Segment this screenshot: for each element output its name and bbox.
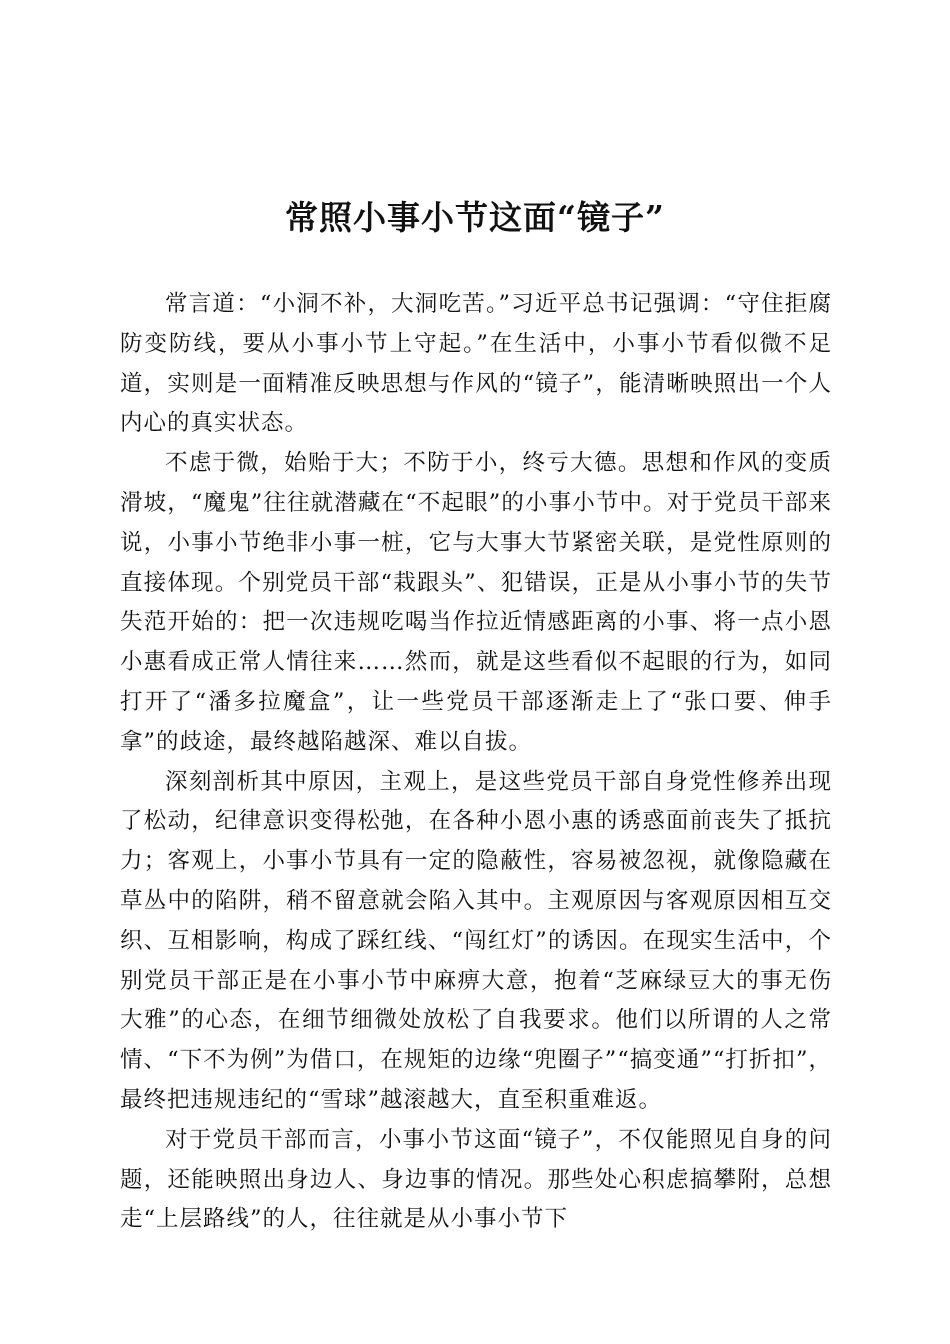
paragraph-2: 不虑于微，始贻于大；不防于小，终亏大德。思想和作风的变质滑坡，“魔鬼”往往就潜藏在“不起眼”的小事小节中。对于党员干部来说，小事小节绝非小事一桩，它与大事大节紧密关联，是党性原则的直接体现。个别党员干部“栽跟头”、犯错误，正是从小事小节的失节失范开始的：把一次违规吃喝当作拉近情感距离的小事、将一点小恩小惠看成正常人情往来……然而，就是这些看似不起眼的行为，如同打开了“潘多拉魔盒”，让一些党员干部逐渐走上了“张口要、伸手拿”的歧途，最终越陷越深、难以自拔。 <box>120 450 832 755</box>
paragraph-4: 对于党员干部而言，小事小节这面“镜子”，不仅能照见自身的问题，还能映照出身边人、身边事的情况。那些处心积虑搞攀附，总想走“上层路线”的人，往往就是从小事小节下 <box>120 1126 832 1233</box>
paragraph-1: 常言道：“小洞不补，大洞吃苦。”习近平总书记强调：“守住拒腐防变防线，要从小事小节上守起。”在生活中，小事小节看似微不足道，实则是一面精准反映思想与作风的“镜子”，能清晰映照出一个人内心的真实状态。 <box>120 291 832 437</box>
article-body <box>120 285 832 1240</box>
paragraph-3: 深刻剖析其中原因，主观上，是这些党员干部自身党性修养出现了松动，纪律意识变得松弛，在各种小恩小惠的诱惑面前丧失了抵抗力；客观上，小事小节具有一定的隐蔽性，容易被忽视，就像隐藏在草丛中的陷阱，稍不留意就会陷入其中。主观原因与客观原因相互交织、互相影响，构成了踩红线、“闯红灯”的诱因。在现实生活中，个别党员干部正是在小事小节中麻痹大意，抱着“芝麻绿豆大的事无伤大雅”的心态，在细节细微处放松了自我要求。他们以所谓的人之常情、“下不为例”为借口，在规矩的边缘“兜圈子”“搞变通”“打折扣”，最终把违规违纪的“雪球”越滚越大，直至积重难返。 <box>120 768 832 1113</box>
article-title: 常照小事小节这面“镜子” <box>285 198 665 237</box>
